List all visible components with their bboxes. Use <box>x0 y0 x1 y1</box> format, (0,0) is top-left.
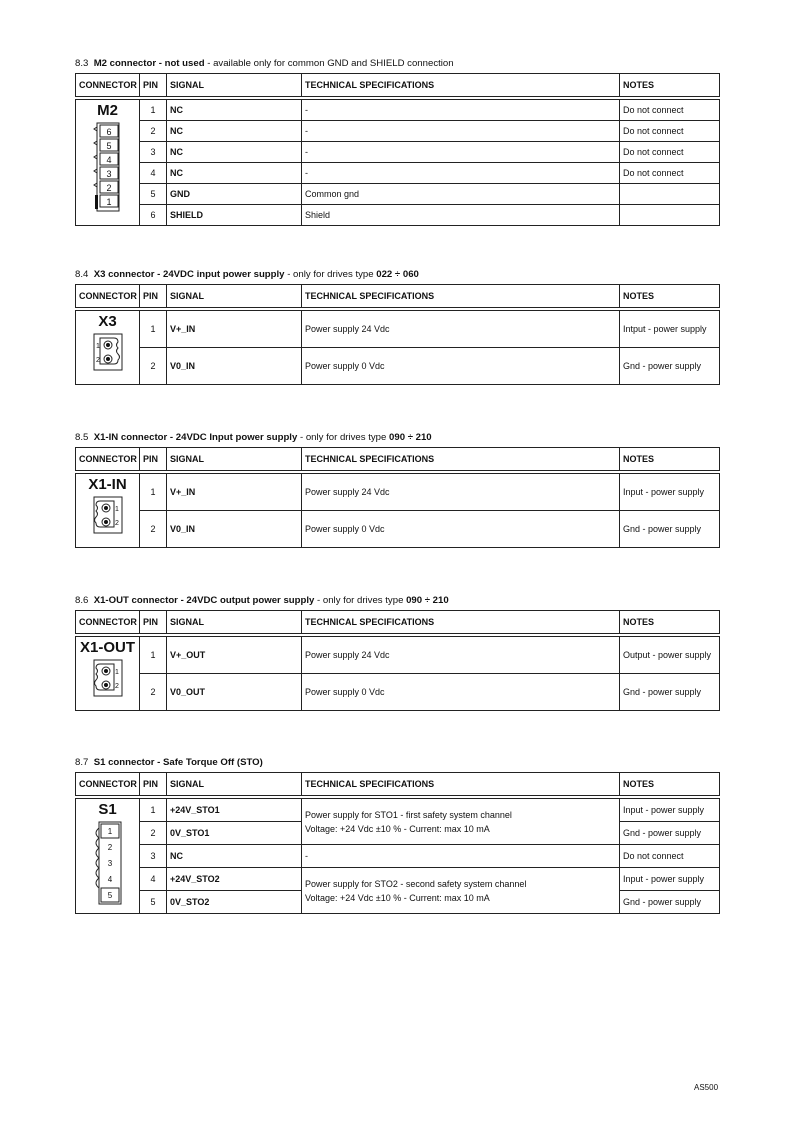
spec-line: Power supply for STO1 - first safety system channel <box>305 809 512 820</box>
header-signal: SIGNAL <box>167 448 302 471</box>
spec-cell: - <box>302 163 620 184</box>
table-row <box>76 311 720 348</box>
signal-cell: NC <box>167 845 302 868</box>
note-cell: Input - power supply <box>620 868 720 891</box>
pin-label: 2 <box>107 843 112 852</box>
pin-cell: 2 <box>140 822 167 845</box>
signal-cell: V0_OUT <box>167 674 302 711</box>
m2-table <box>75 73 720 226</box>
x3-table <box>75 284 720 385</box>
pin-cell: 1 <box>140 799 167 822</box>
pin-cell: 3 <box>140 142 167 163</box>
note-cell: Intput - power supply <box>620 311 720 348</box>
spec-cell: Power supply 24 Vdc <box>302 311 620 348</box>
connector-cell <box>76 100 140 226</box>
spec-cell: Power supply 24 Vdc <box>302 474 620 511</box>
table-row <box>76 868 720 891</box>
signal-cell: 0V_STO2 <box>167 891 302 914</box>
x1-out-table <box>75 610 720 711</box>
note-cell: Gnd - power supply <box>620 891 720 914</box>
table-row <box>76 474 720 511</box>
header-specs: TECHNICAL SPECIFICATIONS <box>302 285 620 308</box>
signal-cell: NC <box>167 121 302 142</box>
header-pin: PIN <box>140 448 167 471</box>
spec-line: Power supply for STO2 - second safety system channel <box>305 878 527 889</box>
spec-cell: - <box>302 142 620 163</box>
pin-cell: 5 <box>140 891 167 914</box>
spec-cell: Power supply 24 Vdc <box>302 637 620 674</box>
section-title-bold2: 090 ÷ 210 <box>406 595 449 606</box>
section-title-bold: M2 connector - not used <box>93 58 205 69</box>
x1-out-connector-drawing <box>92 658 124 698</box>
spec-cell: Power supply 0 Vdc <box>302 348 620 385</box>
signal-cell: V0_IN <box>167 348 302 385</box>
pin-cell: 1 <box>140 100 167 121</box>
pin-label: 1 <box>114 506 119 513</box>
pin-label: 1 <box>95 343 100 350</box>
table-row <box>76 799 720 822</box>
connector-cell <box>76 799 140 914</box>
header-notes: NOTES <box>620 74 720 97</box>
section-title <box>75 432 719 444</box>
header-notes: NOTES <box>620 611 720 634</box>
header-signal: SIGNAL <box>167 285 302 308</box>
header-signal: SIGNAL <box>167 74 302 97</box>
pin-cell: 2 <box>140 674 167 711</box>
signal-cell: V0_IN <box>167 511 302 548</box>
s1-connector-drawing <box>91 820 125 906</box>
spec-cell: Power supply 0 Vdc <box>302 511 620 548</box>
header-pin: PIN <box>140 611 167 634</box>
section-title-bold: S1 connector - Safe Torque Off (STO) <box>93 757 263 768</box>
table-row <box>76 121 720 142</box>
header-notes: NOTES <box>620 285 720 308</box>
pin-cell: 2 <box>140 511 167 548</box>
table-row <box>76 674 720 711</box>
note-cell: Gnd - power supply <box>620 511 720 548</box>
spec-cell: - <box>302 100 620 121</box>
section-number: 8.3 <box>75 58 89 69</box>
pin-cell: 2 <box>140 121 167 142</box>
table-row <box>76 100 720 121</box>
spec-cell: - <box>302 121 620 142</box>
pin-label: 4 <box>105 155 112 165</box>
section-title-bold: X1-IN connector - 24VDC Input power supply <box>93 432 298 443</box>
pin-cell: 4 <box>140 868 167 891</box>
section-title-bold2: 090 ÷ 210 <box>389 432 432 443</box>
header-pin: PIN <box>140 74 167 97</box>
header-specs: TECHNICAL SPECIFICATIONS <box>302 74 620 97</box>
connector-label: S1 <box>98 801 117 818</box>
pin-cell: 5 <box>140 184 167 205</box>
connector-label: X1-IN <box>88 476 127 493</box>
connector-cell <box>76 311 140 385</box>
note-cell: Input - power supply <box>620 474 720 511</box>
pin-label: 1 <box>105 197 112 207</box>
x3-connector-drawing <box>92 332 124 372</box>
header-specs: TECHNICAL SPECIFICATIONS <box>302 773 620 796</box>
section-title <box>75 269 719 281</box>
m2-connector-drawing <box>91 121 125 213</box>
pin-cell: 2 <box>140 348 167 385</box>
signal-cell: +24V_STO1 <box>167 799 302 822</box>
table-row <box>76 184 720 205</box>
header-notes: NOTES <box>620 773 720 796</box>
section-number: 8.4 <box>75 269 89 280</box>
table-row <box>76 142 720 163</box>
section-title-rest: - available only for common GND and SHIELD connection <box>204 58 454 69</box>
connector-cell <box>76 474 140 548</box>
pin-label: 2 <box>95 357 100 364</box>
header-pin: PIN <box>140 285 167 308</box>
section-title-bold: X3 connector - 24VDC input power supply <box>93 269 285 280</box>
pin-cell: 1 <box>140 311 167 348</box>
x1-in-table <box>75 447 720 548</box>
spec-line: Voltage: +24 Vdc ±10 % - Current: max 10 mA <box>305 823 490 834</box>
spec-line: Voltage: +24 Vdc ±10 % - Current: max 10 mA <box>305 892 490 903</box>
section-title <box>75 58 719 70</box>
pin-label: 5 <box>107 891 112 900</box>
section-x1-in <box>75 432 719 548</box>
header-notes: NOTES <box>620 448 720 471</box>
header-specs: TECHNICAL SPECIFICATIONS <box>302 611 620 634</box>
signal-cell: GND <box>167 184 302 205</box>
table-row <box>76 205 720 226</box>
header-connector: CONNECTOR <box>76 74 140 97</box>
spec-cell: - <box>302 845 620 868</box>
spec-cell <box>302 799 620 845</box>
signal-cell: V+_OUT <box>167 637 302 674</box>
table-row <box>76 163 720 184</box>
note-cell: Do not connect <box>620 100 720 121</box>
section-title-bold: X1-OUT connector - 24VDC output power supply <box>93 595 315 606</box>
header-pin: PIN <box>140 773 167 796</box>
pin-label: 2 <box>105 183 112 193</box>
header-signal: SIGNAL <box>167 611 302 634</box>
table-row <box>76 348 720 385</box>
connector-label: X3 <box>98 313 117 330</box>
pin-label: 6 <box>105 127 112 137</box>
section-title <box>75 595 719 607</box>
s1-table <box>75 772 720 914</box>
note-cell: Do not connect <box>620 121 720 142</box>
note-cell: Gnd - power supply <box>620 822 720 845</box>
section-number: 8.5 <box>75 432 89 443</box>
note-cell: Do not connect <box>620 845 720 868</box>
signal-cell: V+_IN <box>167 474 302 511</box>
header-connector: CONNECTOR <box>76 773 140 796</box>
header-row <box>76 773 720 796</box>
signal-cell: V+_IN <box>167 311 302 348</box>
pin-label: 1 <box>107 827 112 836</box>
pin-cell: 4 <box>140 163 167 184</box>
header-connector: CONNECTOR <box>76 448 140 471</box>
spec-cell <box>302 868 620 914</box>
connector-cell <box>76 637 140 711</box>
pin-label: 3 <box>105 169 112 179</box>
signal-cell: NC <box>167 142 302 163</box>
section-s1 <box>75 757 719 914</box>
section-title-rest: - only for drives type <box>314 595 407 606</box>
table-row <box>76 845 720 868</box>
header-connector: CONNECTOR <box>76 611 140 634</box>
note-cell <box>620 184 720 205</box>
pin-cell: 1 <box>140 474 167 511</box>
signal-cell: NC <box>167 163 302 184</box>
pin-label: 3 <box>107 859 112 868</box>
header-row <box>76 611 720 634</box>
note-cell: Do not connect <box>620 163 720 184</box>
note-cell: Do not connect <box>620 142 720 163</box>
header-row <box>76 448 720 471</box>
spec-cell: Shield <box>302 205 620 226</box>
connector-label: M2 <box>97 102 118 119</box>
section-x3 <box>75 269 719 385</box>
section-title-bold2: 022 ÷ 060 <box>376 269 419 280</box>
pin-cell: 6 <box>140 205 167 226</box>
section-x1-out <box>75 595 719 711</box>
note-cell: Gnd - power supply <box>620 674 720 711</box>
section-title <box>75 757 719 769</box>
pin-label: 5 <box>105 141 112 151</box>
page-footer: AS500 <box>694 1083 719 1092</box>
pin-label: 4 <box>107 875 112 884</box>
signal-cell: 0V_STO1 <box>167 822 302 845</box>
section-title-rest: - only for drives type <box>297 432 390 443</box>
signal-cell: +24V_STO2 <box>167 868 302 891</box>
pin-label: 2 <box>114 520 119 527</box>
header-specs: TECHNICAL SPECIFICATIONS <box>302 448 620 471</box>
header-signal: SIGNAL <box>167 773 302 796</box>
pin-label: 2 <box>114 683 119 690</box>
spec-cell: Common gnd <box>302 184 620 205</box>
note-cell: Gnd - power supply <box>620 348 720 385</box>
pin-cell: 3 <box>140 845 167 868</box>
note-cell: Output - power supply <box>620 637 720 674</box>
spec-cell: Power supply 0 Vdc <box>302 674 620 711</box>
section-number: 8.6 <box>75 595 89 606</box>
connector-label: X1-OUT <box>79 639 135 656</box>
section-number: 8.7 <box>75 757 89 768</box>
header-row <box>76 74 720 97</box>
x1-in-connector-drawing <box>92 495 124 535</box>
signal-cell: NC <box>167 100 302 121</box>
header-connector: CONNECTOR <box>76 285 140 308</box>
note-cell: Input - power supply <box>620 799 720 822</box>
section-title-rest: - only for drives type <box>284 269 377 280</box>
pin-label: 1 <box>114 669 119 676</box>
section-m2 <box>75 58 719 226</box>
signal-cell: SHIELD <box>167 205 302 226</box>
note-cell <box>620 205 720 226</box>
table-row <box>76 511 720 548</box>
table-row <box>76 637 720 674</box>
pin-cell: 1 <box>140 637 167 674</box>
header-row <box>76 285 720 308</box>
